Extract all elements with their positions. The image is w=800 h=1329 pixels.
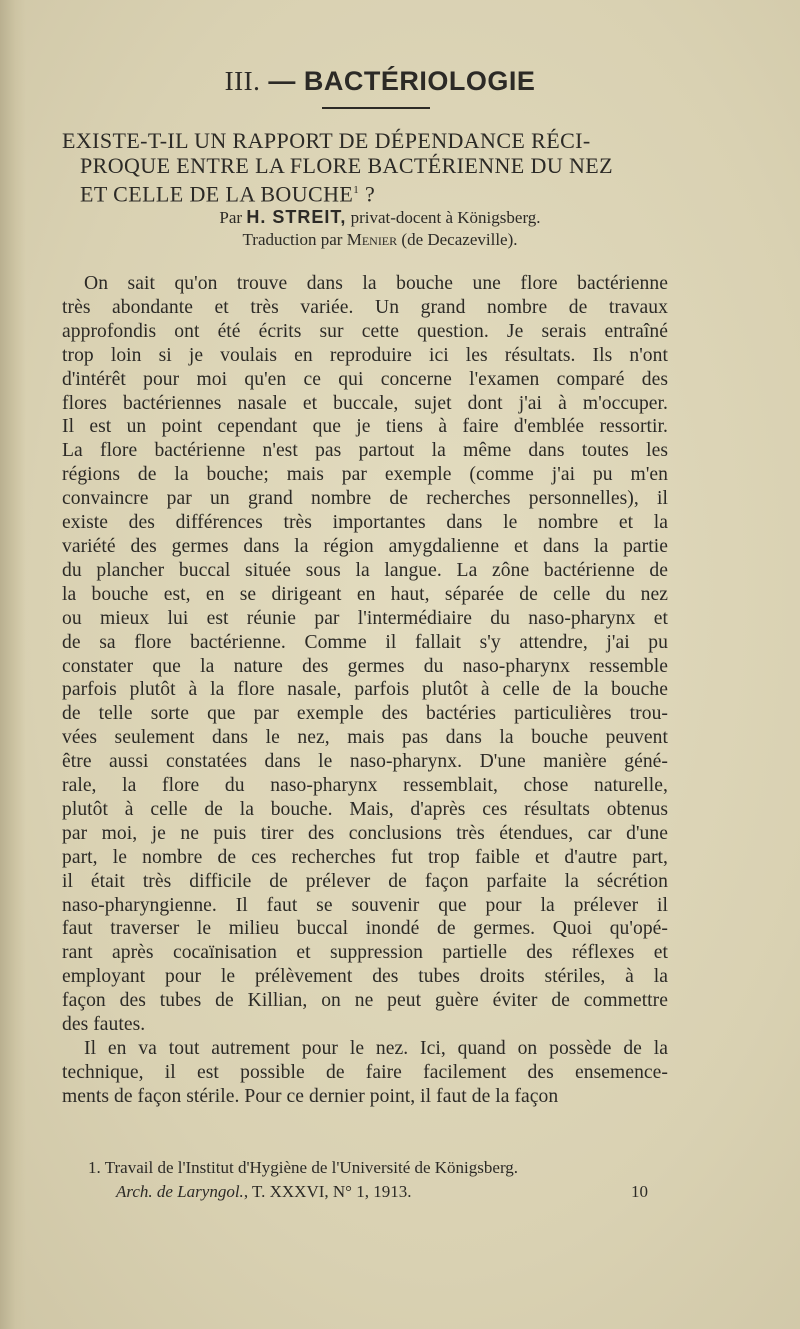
- body-line: constater que la nature des germes du naso-pharynx ressemble: [62, 655, 668, 677]
- body-line: naso-pharyngienne. Il faut se souvenir que pour la prélever il: [62, 894, 668, 916]
- page-spine-shadow: [0, 0, 26, 1329]
- title-footnote-marker: 1: [353, 184, 360, 196]
- article-title: [62, 128, 748, 206]
- body-line: régions de la bouche; mais par exemple (comme j'ai pu m'en: [62, 464, 668, 486]
- section-title: BACTÉRIOLOGIE: [303, 66, 536, 96]
- journal-name: Arch. de Laryngol.: [116, 1182, 244, 1201]
- body-line: approfondis ont été écrits sur cette question. Je serais entraîné: [62, 320, 668, 342]
- body-line: ou mieux lui est réunie par l'intermédiaire du naso-pharynx et: [62, 607, 668, 629]
- body-line: la bouche est, en se dirigeant en haut, séparée de celle du nez: [62, 583, 668, 605]
- body-line: façon des tubes de Killian, on ne peut guère éviter de commettre: [62, 990, 668, 1012]
- translator-place: (de Decazeville).: [401, 230, 518, 249]
- body-line: du plancher buccal située sous la langue. La zône bactérienne de: [62, 559, 668, 581]
- body-line: technique, il est possible de faire facilement des ensemence-: [62, 1061, 668, 1083]
- journal-volume: , T. XXXVI, N° 1, 1913.: [243, 1182, 412, 1201]
- author-line: [0, 206, 760, 229]
- footnote-number: 1.: [88, 1158, 101, 1177]
- body-line: plutôt à celle de la bouche. Mais, d'après ces résultats obtenus: [62, 798, 668, 820]
- body-line: trop loin si je voulais en reproduire ici les résultats. Ils n'ont: [62, 344, 668, 366]
- body-line: il était très difficile de prélever de façon parfaite la sécrétion: [62, 870, 668, 892]
- body-line: rale, la flore du naso-pharynx ressemblait, chose naturelle,: [62, 775, 668, 797]
- footnote-text: Travail de l'Institut d'Hygiène de l'Université de Königsberg.: [104, 1158, 519, 1177]
- body-line: ments de façon stérile. Pour ce dernier point, il faut de la façon: [62, 1085, 559, 1107]
- body-line: rant après cocaïnisation et suppression partielle des réflexes et: [62, 942, 668, 964]
- body-line: parfois plutôt à la flore nasale, parfois plutôt à celle de la bouche: [62, 679, 668, 701]
- byline-prefix: Par: [219, 208, 243, 227]
- footnote-source-line: [88, 1180, 648, 1204]
- body-line: flores bactériennes nasale et buccale, sujet dont j'ai à m'occuper.: [62, 392, 668, 414]
- byline: [0, 206, 760, 251]
- body-line: faut traverser le milieu buccal inondé de germes. Quoi qu'opé-: [62, 918, 668, 940]
- body-line: très abondante et très variée. Un grand nombre de travaux: [62, 296, 668, 318]
- body-line: par moi, je ne puis tirer des conclusions très étendues, car d'une: [62, 822, 668, 844]
- body-line: employant pour le prélèvement des tubes droits stériles, à la: [62, 966, 668, 988]
- body-line: Il est un point cependant que je tiens à faire d'emblée ressortir.: [62, 416, 668, 438]
- title-line: EXISTE-T-IL UN RAPPORT DE DÉPENDANCE RÉCI-: [62, 128, 591, 153]
- page-number: 10: [631, 1182, 648, 1201]
- body-line: d'intérêt pour moi qu'en ce qui concerne l'examen comparé des: [62, 368, 668, 390]
- translation-line: [0, 229, 760, 251]
- body-line: des fautes.: [62, 1014, 146, 1036]
- body-line: vées seulement dans le nez, mais pas dans la bouche peuvent: [62, 727, 668, 749]
- body-line: de sa flore bactérienne. Comme il fallait s'y attendre, j'ai pu: [62, 631, 668, 653]
- article-body: [62, 272, 668, 1109]
- heading-rule: [322, 107, 430, 109]
- title-line: PROQUE ENTRE LA FLORE BACTÉRIENNE DU NEZ: [80, 153, 613, 178]
- body-line: On sait qu'on trouve dans la bouche une flore bactérienne: [84, 273, 668, 294]
- translation-prefix: Traduction par: [242, 230, 343, 249]
- body-line: être aussi constatées dans le naso-pharynx. D'une manière géné-: [62, 751, 668, 773]
- title-line: ET CELLE DE LA BOUCHE: [80, 181, 354, 207]
- section-number: III.: [224, 66, 261, 96]
- author-name: H. STREIT,: [246, 207, 347, 227]
- body-line: existe des différences très importantes dans le nombre et la: [62, 512, 668, 534]
- body-line: Il en va tout autrement pour le nez. Ici, quand on possède de la: [84, 1038, 668, 1059]
- title-question-mark: ?: [359, 181, 376, 207]
- translator-name: Menier: [346, 230, 398, 249]
- body-line: de telle sorte que par exemple des bactéries particulières trou-: [62, 703, 668, 725]
- body-line: La flore bactérienne n'est pas partout la même dans toutes les: [62, 440, 668, 462]
- author-role: privat-docent à Königsberg.: [350, 208, 541, 227]
- section-heading: [0, 66, 760, 97]
- footnote-text-line: [88, 1156, 648, 1180]
- footnote: [88, 1156, 648, 1204]
- title-line-last: [62, 178, 748, 206]
- body-line: convaincre par un grand nombre de recherches personnelles), il: [62, 488, 668, 510]
- section-dash: —: [268, 66, 296, 96]
- body-line: part, le nombre de ces recherches fut trop faible et d'autre part,: [62, 846, 668, 868]
- body-line: variété des germes dans la région amygdalienne et dans la partie: [62, 535, 668, 557]
